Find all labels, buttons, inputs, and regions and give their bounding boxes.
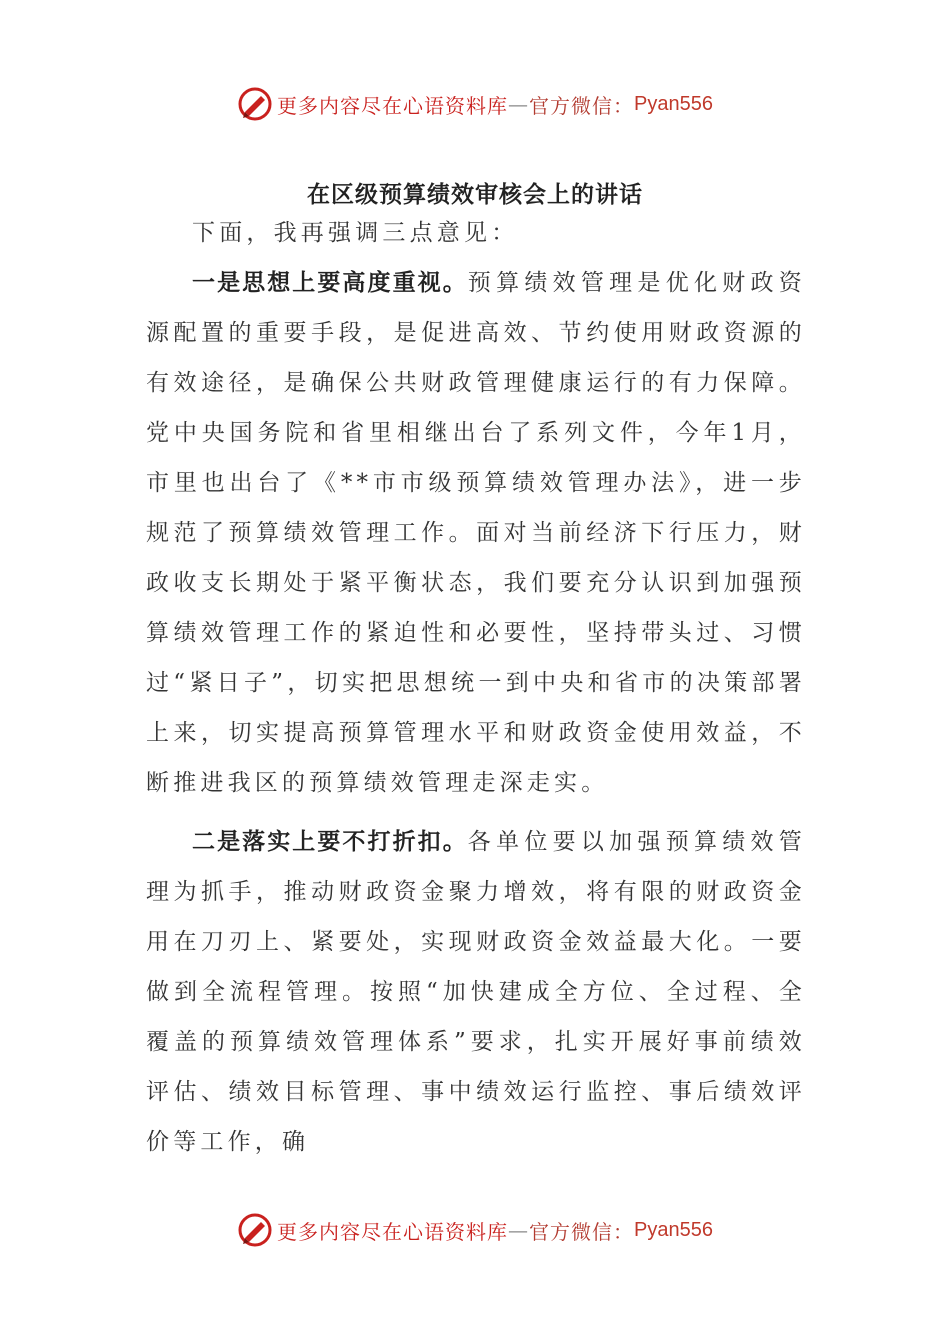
banner-separator: — [508, 92, 530, 116]
banner-separator: — [508, 1218, 530, 1242]
banner-site-text: 更多内容尽在心语资料库 [277, 1219, 509, 1244]
intro-paragraph: 下面，我再强调三点意见： [192, 220, 519, 246]
section-2-paragraph [146, 817, 806, 1167]
pen-logo-icon [237, 86, 273, 122]
section-2-body: 各单位要以加强预算绩效管理为抓手，推动财政资金聚力增效，将有限的财政资金用在刀刃上、紧要处，实现财政资金效益最大化。一要做到全流程管理。按照“加快建成全方位、全过程、全覆盖的预算绩效管理体系”要求，扎实开展好事前绩效评估、绩效目标管理、事中绩效运行监控、事后绩效评价等工作，确 [146, 829, 806, 1155]
document-title: 在区级预算绩效审核会上的讲话 [307, 182, 643, 208]
banner-wechat-label: 官方微信： [529, 93, 635, 118]
document-body [146, 208, 806, 1167]
header-banner [0, 84, 950, 124]
section-1-lead: 一是思想上要高度重视。 [192, 270, 468, 296]
pen-logo-icon [237, 1212, 273, 1248]
banner-site-text: 更多内容尽在心语资料库 [277, 93, 509, 118]
banner-wechat-label: 官方微信： [529, 1219, 635, 1244]
section-1-body: 预算绩效管理是优化财政资源配置的重要手段，是促进高效、节约使用财政资源的有效途径，是确保公共财政管理健康运行的有力保障。党中央国务院和省里相继出台了系列文件，今年1月，市里也出台了《**市市级预算绩效管理办法》，进一步规范了预算绩效管理工作。面对当前经济下行压力，财政收支长期处于紧平衡状态，我们要充分认识到加强预算绩效管理工作的紧迫性和必要性，坚持带头过、习惯过“紧日子”，切实把思想统一到中央和省市的决策部署上来，切实提高预算管理水平和财政资金使用效益，不断推进我区的预算绩效管理走深走实。 [146, 270, 806, 796]
footer-banner [0, 1210, 950, 1250]
section-1-paragraph [146, 258, 806, 808]
banner-wechat-id: Pyan556 [634, 1218, 713, 1241]
banner-wechat-id: Pyan556 [634, 92, 713, 115]
section-2-lead: 二是落实上要不打折扣。 [192, 829, 468, 855]
